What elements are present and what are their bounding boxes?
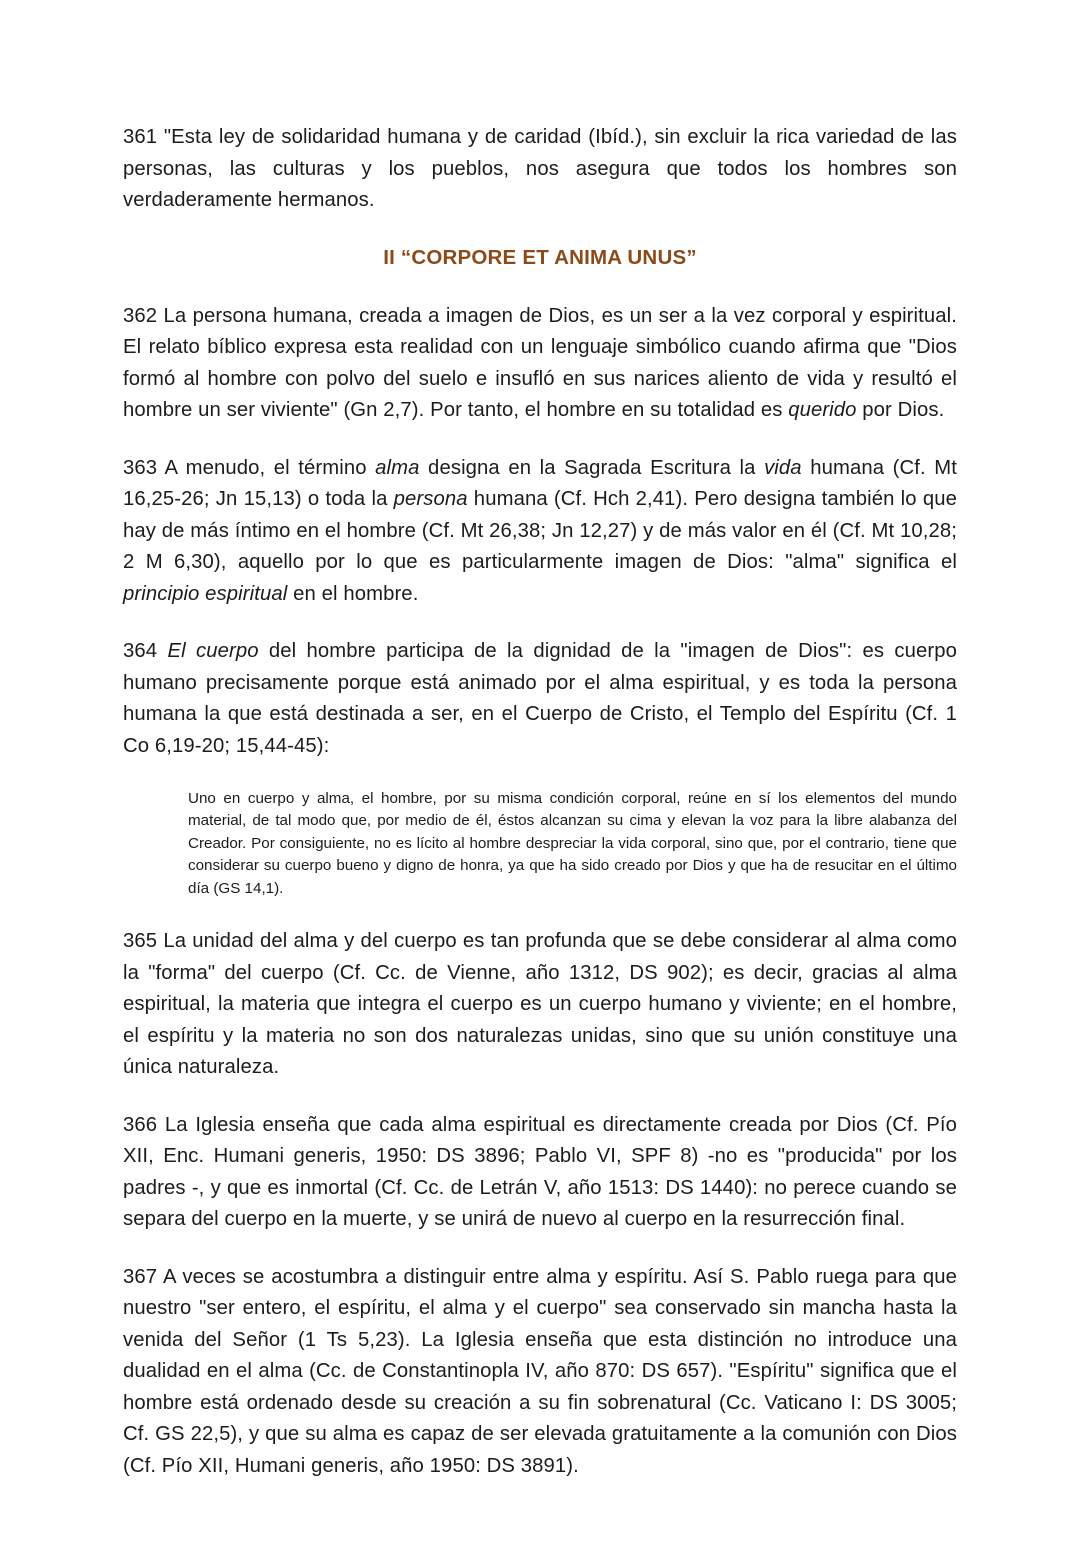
paragraph-364 (123, 636, 957, 762)
quote-block-text: Uno en cuerpo y alma, el hombre, por su misma condición corporal, reúne en sí los elementos del mundo material, de tal modo que, por medio de él, éstos alcanzan su cima y elevan la voz para la libre alabanza del Creador. Por consiguiente, no es lícito al hombre despreciar la vida corporal, sino que, por el contrario, tiene que considerar su cuerpo bueno y digno de honra, ya que ha sido creado por Dios y que ha de resucitar en el último día (GS 14,1). (188, 790, 957, 897)
paragraph-364-text-1: del hombre participa de la dignidad de la "imagen de Dios": es cuerpo humano precisamente porque está animado por el alma espiritual, y es toda la persona humana la que está destinada a ser, en el Cuerpo de Cristo, el Templo del Espíritu (Cf. 1 Co 6,19-20; 15,44-45): (123, 640, 957, 757)
paragraph-367: 367 A veces se acostumbra a distinguir entre alma y espíritu. Así S. Pablo ruega para que nuestro "ser entero, el espíritu, el alma y el cuerpo" sea conservado sin mancha hasta la venida del Señor (1 Ts 5,23). La Iglesia enseña que esta distinción no introduce una dualidad en el alma (Cc. de Constantinopla IV, año 870: DS 657). "Espíritu" significa que el hombre está ordenado desde su creación a su fin sobrenatural (Cc. Vaticano I: DS 3005; Cf. GS 22,5), y que su alma es capaz de ser elevada gratuitamente a la comunión con Dios (Cf. Pío XII, Humani generis, año 1950: DS 3891). (123, 1265, 957, 1477)
paragraph-363-italic-vida: vida (764, 456, 802, 479)
paragraph-363-italic-principio-espiritual: principio espiritual (123, 582, 288, 605)
paragraph-363-text-1: 363 A menudo, el término (123, 456, 376, 479)
paragraph-363-text-5: en el hombre. (287, 582, 419, 605)
paragraph-363-text-2: designa en la Sagrada Escritura la (419, 456, 765, 479)
document-body (123, 122, 957, 1482)
section-heading-ii: II “CORPORE ET ANIMA UNUS” (383, 245, 697, 269)
paragraph-363-text-4: humana (Cf. Hch 2,41). Pero designa también lo que hay de más íntimo en el hombre (Cf. Mt 26,38; Jn 12,27) y de más valor en él (Cf. Mt 10,28; 2 M 6,30), aquello por lo que es particularmente imagen de Dios: "alma" significa el (123, 488, 957, 573)
paragraph-362-text-2: por Dios. (856, 399, 945, 421)
paragraph-362-italic-querido: querido (788, 399, 857, 421)
quote-block-gs-14-1 (123, 788, 957, 900)
paragraph-363 (123, 453, 957, 611)
paragraph-363-text-3: humana (Cf. Mt 16,25-26; Jn 15,13) o toda la (123, 456, 957, 510)
paragraph-366: 366 La Iglesia enseña que cada alma espiritual es directamente creada por Dios (Cf. Pío XII, Enc. Humani generis, 1950: DS 3896; Pablo VI, SPF 8) -no es "producida" por los padres -, y que es inmortal (Cf. Cc. de Letrán V, año 1513: DS 1440): no perece cuando se separa del cuerpo en la muerte, y se unirá de nuevo al cuerpo en la resurrección final. (123, 1113, 957, 1231)
paragraph-365: 365 La unidad del alma y del cuerpo es tan profunda que se debe considerar al alma como la "forma" del cuerpo (Cf. Cc. de Vienne, año 1312, DS 902); es decir, gracias al alma espiritual, la materia que integra el cuerpo es un cuerpo humano y viviente; en el hombre, el espíritu y la materia no son dos naturalezas unidas, sino que su unión constituye una única naturaleza. (123, 930, 957, 1079)
paragraph-362-text-1: 362 La persona humana, creada a imagen de Dios, es un ser a la vez corporal y espiritual. El relato bíblico expresa esta realidad con un lenguaje simbólico cuando afirma que "Dios formó al hombre con polvo del suelo e insufló en sus narices aliento de vida y resultó el hombre un ser viviente" (Gn 2,7). Por tanto, el hombre en su totalidad es (123, 304, 957, 421)
paragraph-362 (123, 301, 957, 427)
paragraph-364-number: 364 (123, 640, 168, 662)
paragraph-363-italic-alma: alma (375, 456, 420, 479)
paragraph-364-italic-el-cuerpo: El cuerpo (167, 640, 259, 662)
paragraph-363-italic-persona: persona (393, 488, 468, 510)
paragraph-361: 361 "Esta ley de solidaridad humana y de caridad (Ibíd.), sin excluir la rica variedad de las personas, las culturas y los pueblos, nos asegura que todos los hombres son verdaderamente hermanos. (123, 126, 957, 211)
